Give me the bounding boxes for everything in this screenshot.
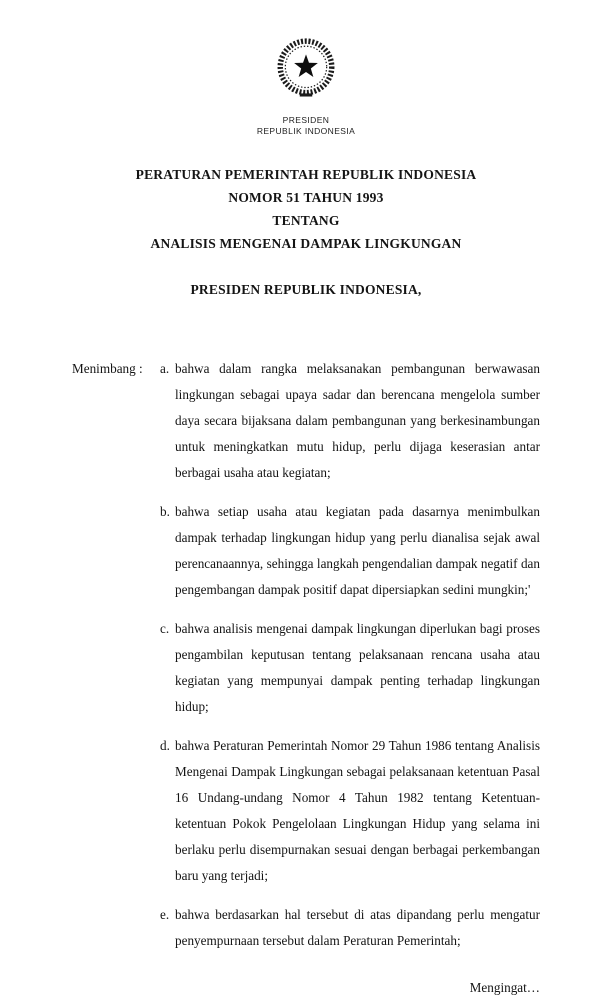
title-line-4: ANALISIS MENGENAI DAMPAK LINGKUNGAN <box>150 236 462 251</box>
document-title <box>0 163 612 255</box>
presidential-seal-star-icon <box>267 34 345 106</box>
item-text: bahwa setiap usaha atau kegiatan pada dasarnya menimbulkan dampak terhadap lingkungan hidup yang perlu dianalisa sejak awal perencanaannya, sehingga langkah pengendalian dampak negatif dan pengembangan dampak positif dapat dipersiapkan sedini mungkin;' <box>175 504 540 597</box>
emblem-caption-line1: PRESIDEN <box>282 115 330 125</box>
salutation: PRESIDEN REPUBLIK INDONESIA, <box>190 282 422 297</box>
item-marker: c. <box>160 621 170 636</box>
consideration-item <box>160 616 540 720</box>
continuation-catchword: Mengingat… <box>469 980 540 995</box>
title-line-3: TENTANG <box>272 213 340 228</box>
title-line-2: NOMOR 51 TAHUN 1993 <box>228 190 384 205</box>
emblem-caption-line2: REPUBLIK INDONESIA <box>256 126 356 136</box>
emblem-block <box>0 0 612 137</box>
body-block <box>0 356 612 954</box>
item-marker: b. <box>160 504 170 519</box>
considerations-label-separator: : <box>139 361 143 376</box>
item-text: bahwa analisis mengenai dampak lingkungan diperlukan bagi proses pengambilan keputusan tentang pelaksanaan rencana usaha atau kegiatan yang mempunyai dampak penting terhadap lingkungan hidup; <box>175 621 540 714</box>
considerations-section <box>72 356 540 954</box>
emblem-caption <box>0 115 612 137</box>
consideration-item <box>160 356 540 486</box>
item-text: bahwa dalam rangka melaksanakan pembangunan berwawasan lingkungan sebagai upaya sadar dan berencana mengelola sumber daya secara bijaksana dalam pembangunan yang berkesinambungan untuk meningkatkan mutu hidup, perlu dijaga keserasian antar berbagai usaha atau kegiatan; <box>175 361 540 480</box>
consideration-item <box>160 499 540 603</box>
item-text: bahwa berdasarkan hal tersebut di atas dipandang perlu mengatur penyempurnaan tersebut dalam Peraturan Pemerintah; <box>175 907 540 948</box>
footer-row <box>0 980 612 996</box>
considerations-items <box>160 356 540 954</box>
item-marker: a. <box>160 361 170 376</box>
consideration-item <box>160 902 540 954</box>
item-marker: d. <box>160 738 170 753</box>
item-text: bahwa Peraturan Pemerintah Nomor 29 Tahun 1986 tentang Analisis Mengenai Dampak Lingkungan sebagai pelaksanaan ketentuan Pasal 16 Undang-undang Nomor 4 Tahun 1982 tentang Ketentuan-ketentuan Pokok Pengelolaan Lingkungan Hidup yang selama ini berlaku perlu disempurnakan sesuai dengan berbagai perkembangan baru yang terjadi; <box>175 738 540 883</box>
title-line-1: PERATURAN PEMERINTAH REPUBLIK INDONESIA <box>135 167 477 182</box>
item-marker: e. <box>160 907 170 922</box>
considerations-label-text: Menimbang <box>72 361 136 376</box>
consideration-item <box>160 733 540 889</box>
considerations-label <box>72 356 160 382</box>
